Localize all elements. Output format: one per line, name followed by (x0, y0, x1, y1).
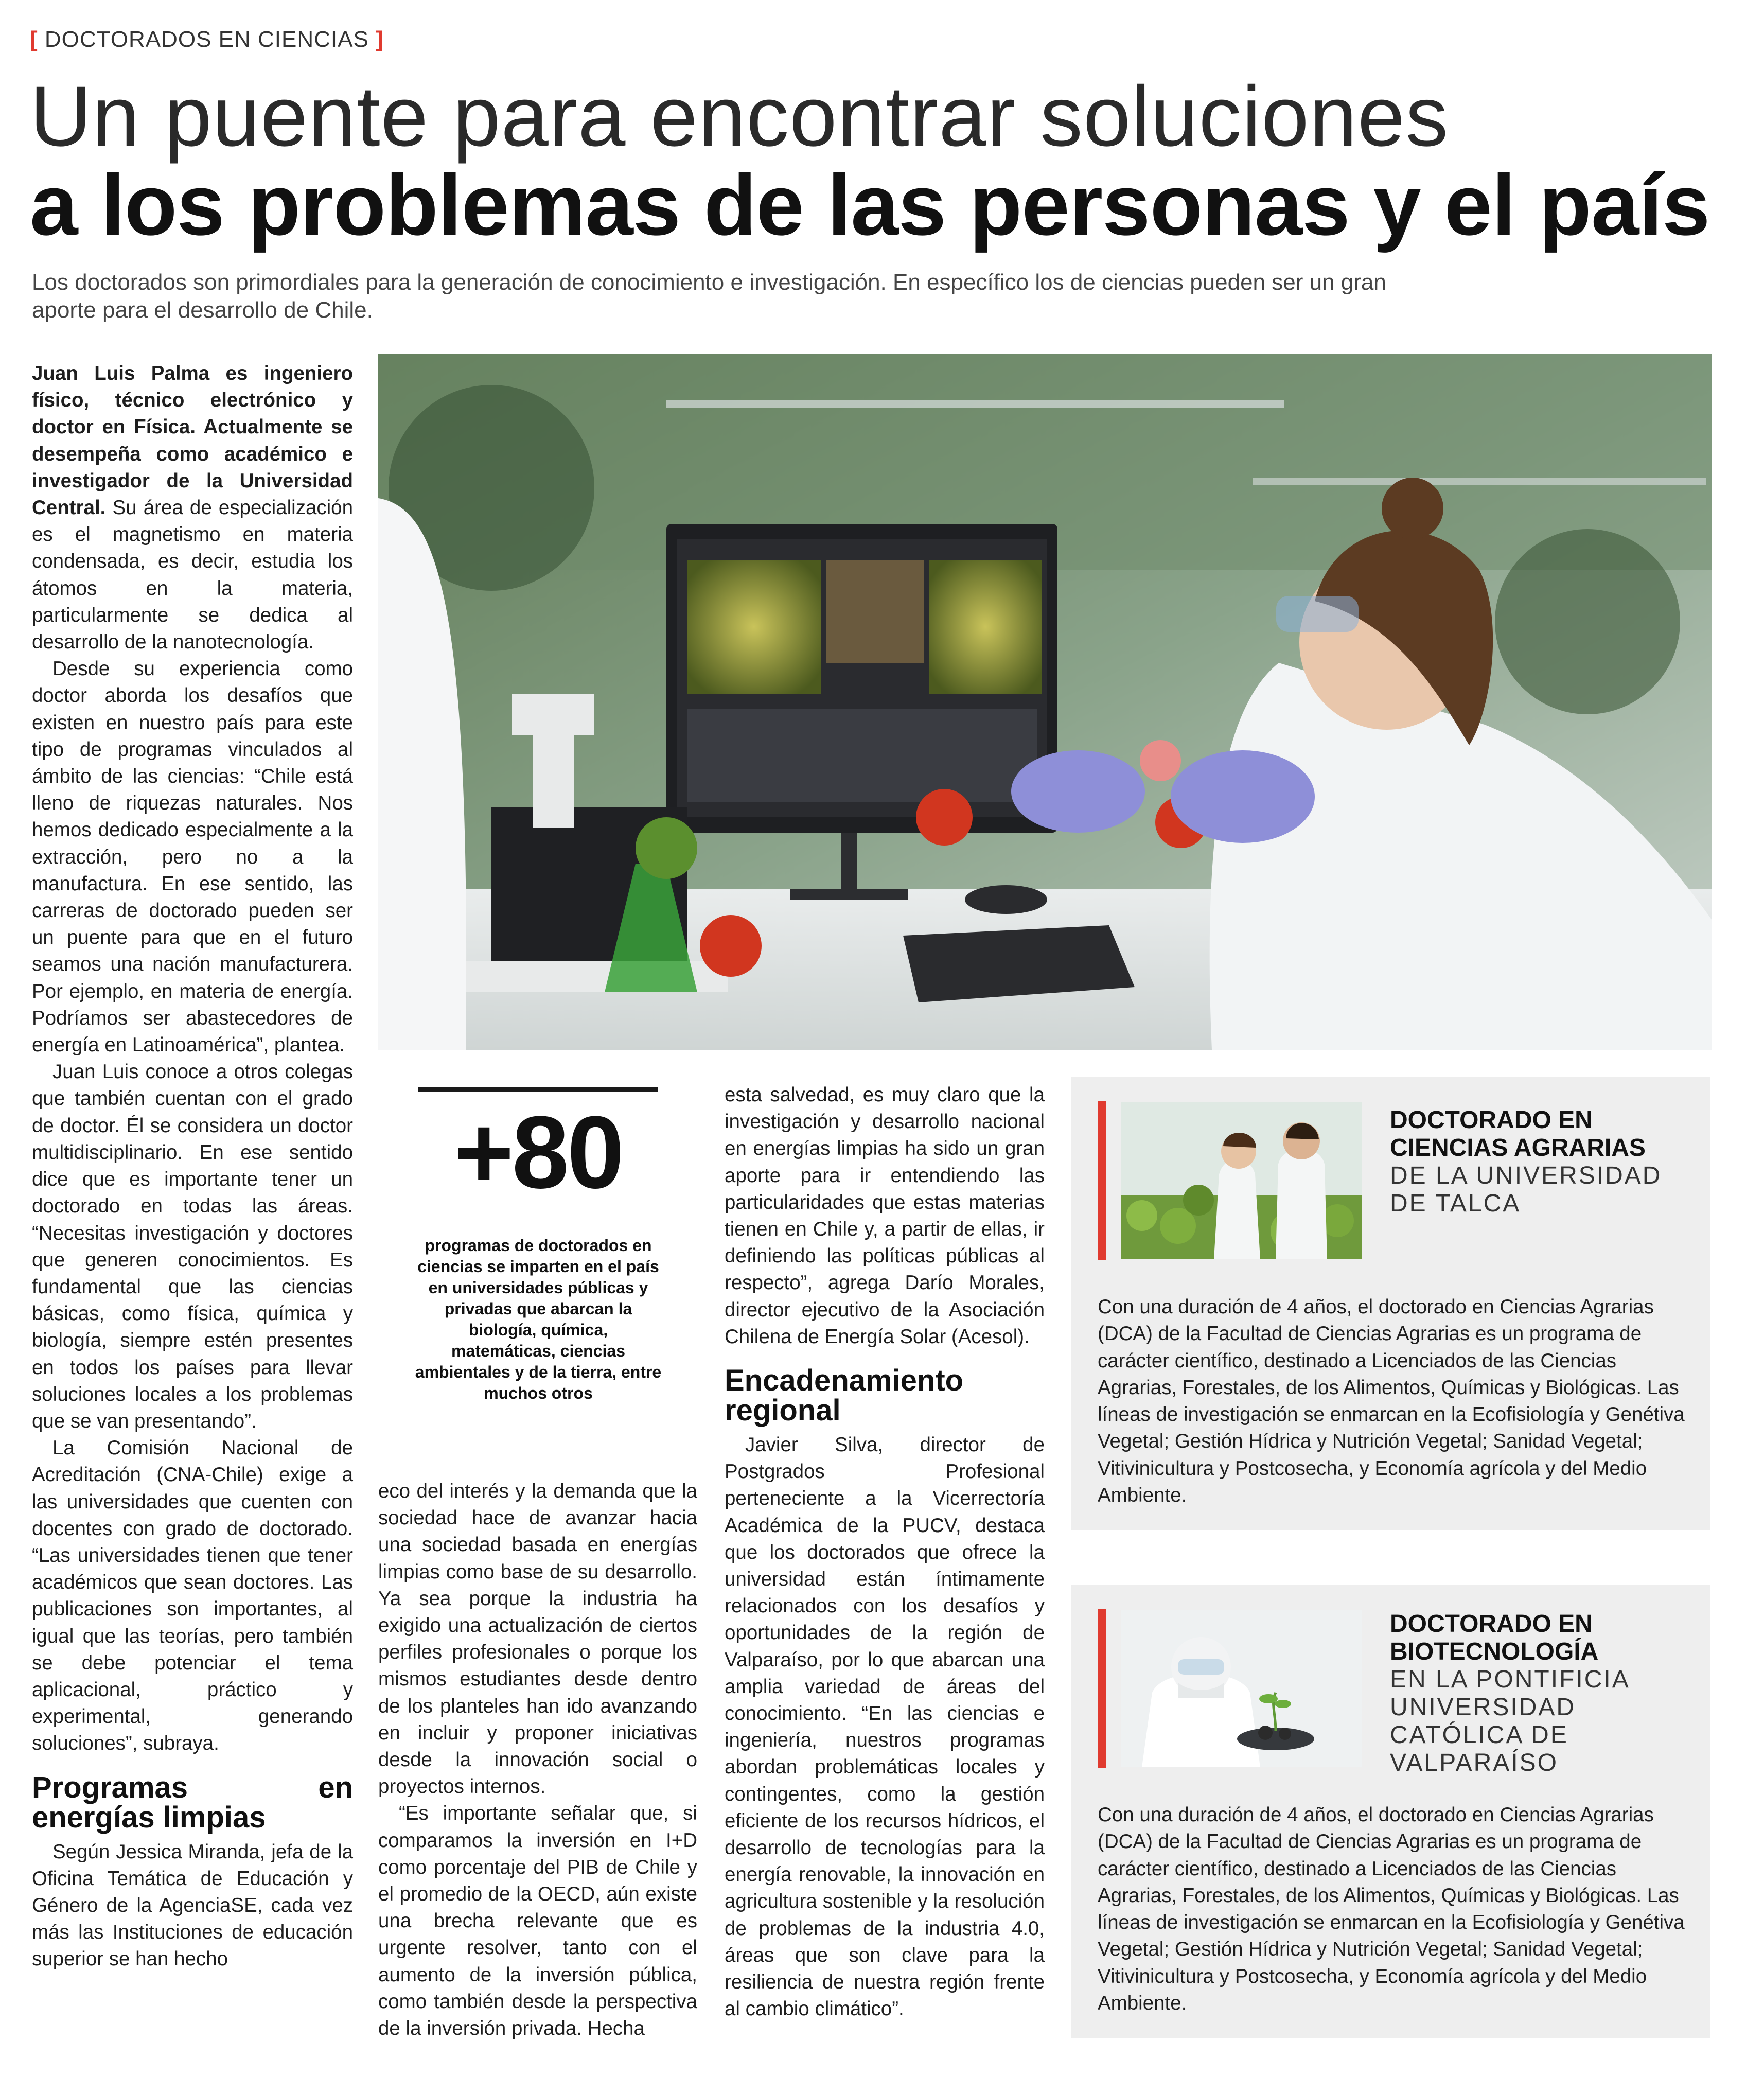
intro-bold-text: Juan Luis Palma es ingeniero físico, técnico electrónico y doctor en Física. Actualmente se desempeña como académico e investigador de la Universidad Central. (32, 362, 353, 519)
section-tag-label: DOCTORADOS EN CIENCIAS (44, 27, 369, 52)
article-paragraph: “Es importante señalar que, si comparamos la inversión en I+D como porcentaje del PIB de Chile y el promedio de la OECD, aún existe una brecha relevante que es urgente resolver, tanto con el aumento de la inversión pública, como también desde la perspectiva de la inversión privada. Hecha (378, 1802, 697, 2040)
section-tag (30, 27, 384, 52)
greenhouse-photo (1121, 1102, 1362, 1259)
article-paragraph: Juan Luis conoce a otros colegas que también cuentan con el grado de doctor. Él se considera un doctor multidisciplinario. En ese sentido dice que es importante tener un doctorado en todas las áreas. “Necesitas investigación y doctores que generen conocimientos. Es fundamental que las ciencias básicas, como física, química y biología, siempre estén presentes en todos los países para llevar soluciones locales a los problemas que se van presentando”. (32, 1061, 353, 1432)
card-title-sub: EN LA PONTIFICIA UNIVERSIDAD CATÓLICA DE VALPARAÍSO (1390, 1666, 1629, 1776)
article-paragraph: esta salvedad, es muy claro que la investigación y desarrollo nacional en energías limpias ha sido un gran aporte para ir entendiendo las particularidades que estas materias tienen en Chile y, a partir de ellas, ir definiendo las políticas públicas al respecto”, agrega Darío Morales, director ejecutivo de la Asociación Chilena de Energía Solar (Acesol). (725, 1084, 1045, 1348)
headline-line2: a los problemas de las personas y el país (30, 156, 1710, 253)
article-paragraph: Según Jessica Miranda, jefa de la Oficina Temática de Educación y Género de la AgenciaSE, cada vez más las Instituciones de educación superior se han hecho (32, 1840, 353, 1971)
accent-bar (1098, 1609, 1106, 1768)
lead-paragraph: Los doctorados son primordiales para la generación de conocimiento e investigación. En específico los de ciencias pueden ser un gran aporte para el desarrollo de Chile. (32, 270, 1386, 323)
article-column-2 (378, 1478, 697, 2042)
lab-photo (378, 354, 1712, 1050)
program-card-biotecnologia (1071, 1585, 1710, 2038)
section-tag-close: ] (376, 27, 384, 52)
card-title-main: DOCTORADO EN CIENCIAS AGRARIAS (1390, 1106, 1646, 1162)
stat-rule (418, 1087, 658, 1092)
card-title (1390, 1610, 1699, 1777)
stat-caption: programas de doctorados en ciencias se imparten en el país en universidades públicas y privadas que abarcan la biología, química, matemáticas, ciencias ambientales y de la tierra, entre muchos otros (415, 1236, 662, 1402)
subheading-encadenamiento: Encadenamiento regional (725, 1364, 964, 1428)
biotech-photo (1121, 1610, 1362, 1767)
card-body: Con una duración de 4 años, el doctorado en Ciencias Agrarias (DCA) de la Facultad de Ciencias Agrarias es un programa de carácter científico, destinado a Licenciados de las Ciencias Agrarias, Forestales, de los Alimentos, Químicas y Biológicas. Las líneas de investigación se enmarcan en la Ecofisiología y Genétiva Vegetal; Gestión Hídrica y Nutrición Vegetal; Sanidad Vegetal; Vitivinicultura y Postcosecha, y Economía agrícola y del Medio Ambiente. (1098, 1804, 1685, 2015)
program-card-agrarias (1071, 1077, 1710, 1530)
article-paragraph: eco del interés y la demanda que la sociedad hace de avanzar hacia una sociedad basada en energías limpias como base de su desarrollo. Ya sea porque la industria ha exigido una actualización de ciertos perfiles profesionales o porque los mismos estudiantes desde dentro de los planteles han ido avanzando en incluir y proponer iniciativas desde la innovación social o proyectos internos. (378, 1480, 697, 1798)
article-column-1 (32, 360, 353, 1973)
intro-text: Su área de especialización es el magnetismo en materia condensada, es decir, estudia los átomos en la materia, particularmente se dedica al desarrollo de la nanotecnología. (32, 497, 353, 654)
card-title (1390, 1106, 1699, 1218)
subheading-energias-limpias: Programas en energías limpias (32, 1770, 353, 1834)
card-body: Con una duración de 4 años, el doctorado en Ciencias Agrarias (DCA) de la Facultad de Ciencias Agrarias es un programa de carácter científico, destinado a Licenciados de las Ciencias Agrarias, Forestales, de los Alimentos, Químicas y Biológicas. Las líneas de investigación se enmarcan en la Ecofisiología y Genétiva Vegetal; Gestión Hídrica y Nutrición Vegetal; Sanidad Vegetal; Vitivinicultura y Postcosecha, y Economía agrícola y del Medio Ambiente. (1098, 1296, 1685, 1507)
section-tag-open: [ (30, 27, 38, 52)
article-paragraph: Desde su experiencia como doctor aborda los desafíos que existen en nuestro país para este tipo de programas vinculados al ámbito de las ciencias: “Chile está lleno de riquezas naturales. Nos hemos dedicado especialmente a la extracción, pero no a la manufactura. En ese sentido, las carreras de doctorado pueden ser un puente para que en el futuro seamos una nación manufacturera. Por ejemplo, en materia de energía. Podríamos ser abastecedores de energía en Latinoamérica”, plantea. (32, 658, 353, 1057)
stat-number: +80 (453, 1095, 623, 1210)
card-title-main: DOCTORADO EN BIOTECNOLOGÍA (1390, 1610, 1599, 1665)
card-title-sub: DE LA UNIVERSIDAD DE TALCA (1390, 1162, 1662, 1217)
headline-line1: Un puente para encontrar soluciones (30, 69, 1449, 164)
article-paragraph (32, 360, 353, 656)
article-column-3 (725, 1082, 1045, 2023)
article-paragraph: La Comisión Nacional de Acreditación (CNA-Chile) exige a las universidades que cuenten con docentes con grado de doctorado. “Las universidades tienen que tener académicos que sean doctores. Las publicaciones son importantes, al igual que las teorías, pero también se debe potenciar el tema aplicacional, práctico y experimental, generando soluciones”, subraya. (32, 1437, 353, 1755)
accent-bar (1098, 1101, 1106, 1260)
article-paragraph: Javier Silva, director de Postgrados Profesional perteneciente a la Vicerrectoría Académica de la PUCV, destaca que los doctorados que ofrece la universidad están íntimamente relacionados con los desafíos y oportunidades de la región de Valparaíso, por lo que abarcan una amplia variedad de áreas del conocimiento. “En las ciencias e ingeniería, nuestros programas abordan problemáticas locales y contingentes, como la gestión eficiente de los recursos hídricos, el desarrollo de tecnologías para la energía renovable, la innovación en agricultura sostenible y la resolución de problemas de la industria 4.0, áreas que son clave para la resiliencia de nuestra región frente al cambio climático”. (725, 1434, 1045, 2020)
